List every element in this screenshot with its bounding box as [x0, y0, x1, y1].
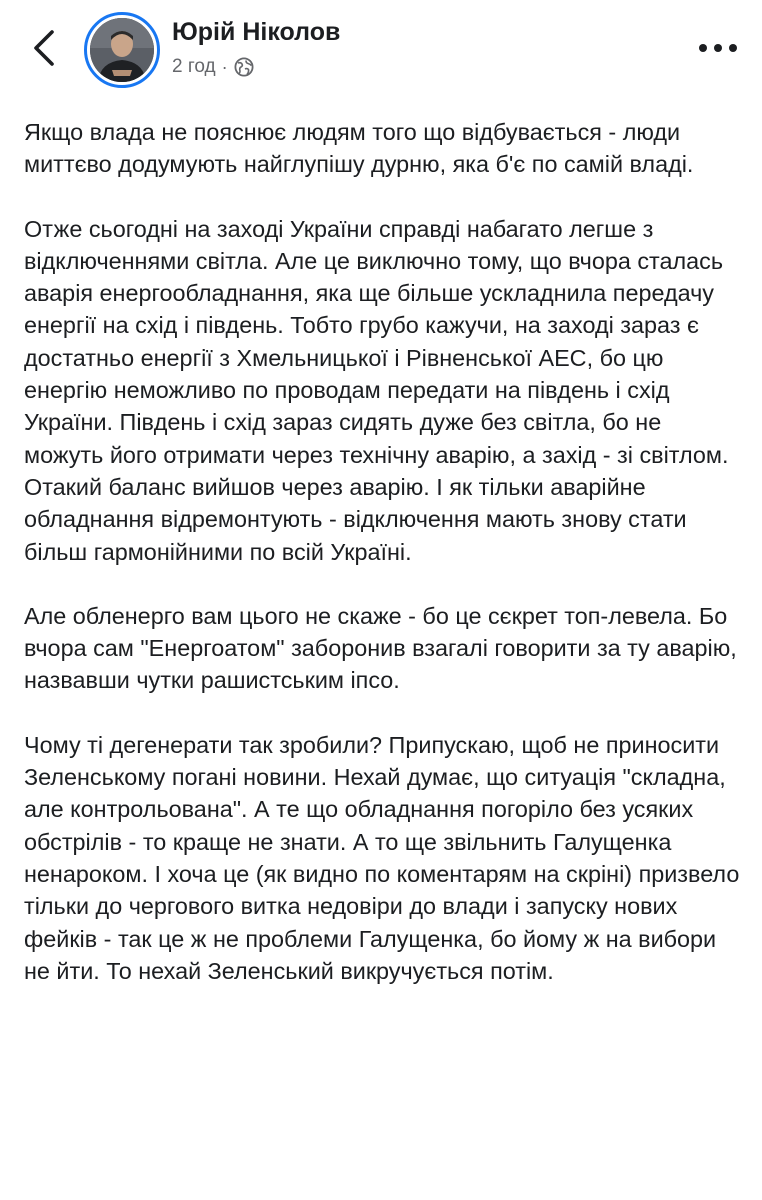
chevron-left-icon: [32, 29, 56, 67]
more-horizontal-icon: [698, 43, 738, 53]
profile-photo: [90, 18, 154, 82]
author-name[interactable]: Юрій Ніколов: [172, 18, 341, 46]
post-meta: [172, 54, 254, 80]
post-paragraph: Отже сьогодні на заході України справді набагато легше з відключеннями світла. Але це виключно тому, що вчора сталась аварія енергообладнання, яка ще більше ускладнила передачу енергії на схід і південь. Тобто грубо кажучи, на заході зараз є достатньо енергії з Хмельницької і Рівненської АЕС, бо цю енергію неможливо по проводам передати на південь і схід України. Південь і схід зараз сидять дуже без світла, бо не можуть його отримати через технічну аварію, а захід - зі світлом. Отакий баланс вийшов через аварію. І як тільки аварійне обладнання відремонтують - відключення мають знову стати більш гармонійними по всій Україні.: [24, 215, 729, 565]
globe-icon[interactable]: [234, 57, 254, 77]
more-options-button[interactable]: [694, 30, 742, 66]
back-button[interactable]: [22, 24, 66, 72]
post-paragraph: Чому ті дегенерати так зробили? Припускаю, щоб не приносити Зеленському погані новини. Нехай думає, що ситуація "складна, але контрольована". А те що обладнання погоріло без усяких обстрілів - то краще не знати. А то ще звільнить Галущенка ненароком. І хоча це (як видно по коментарям на скріні) призвело тільки до чергового витка недовіри до влади і запуску нових фейків - так це ж не проблеми Галущенка, бо йому ж на вибори не йти. То нехай Зеленський викручується потім.: [24, 731, 740, 984]
post-text: [24, 116, 746, 1019]
post-paragraph: Якщо влада не пояснює людям того що відбувається - люди миттєво додумують найглупішу дурню, яка б'є по самій владі.: [24, 119, 694, 178]
post-timestamp[interactable]: 2 год: [172, 56, 216, 77]
post-header: [0, 0, 762, 100]
avatar-ring[interactable]: [84, 12, 160, 88]
avatar[interactable]: [90, 18, 154, 82]
post-paragraph: Але обленерго вам цього не скаже - бо це сєкрет топ-левела. Бо вчора сам "Енергоатом" заборонив взагалі говорити за ту аварію, назвавши чутки рашистським іпсо.: [24, 602, 737, 694]
meta-separator: ·: [221, 56, 228, 77]
